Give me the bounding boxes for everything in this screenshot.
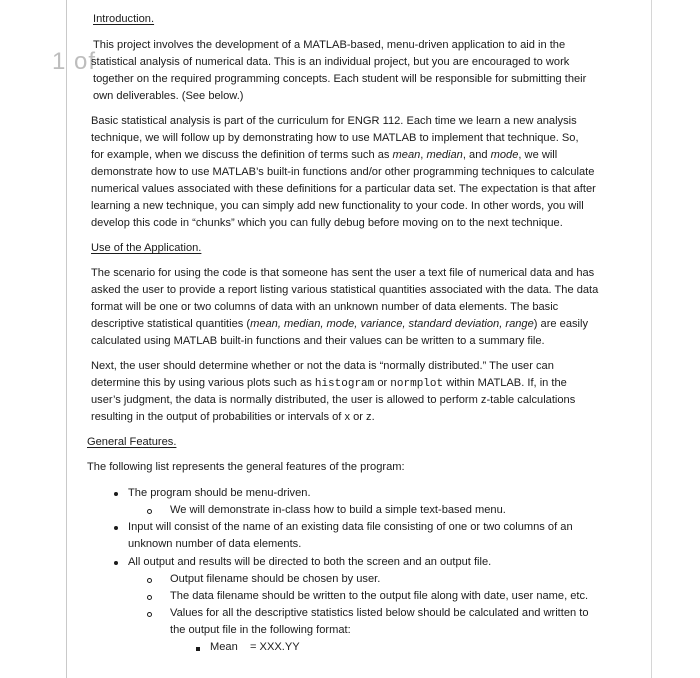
feature-subitem: The data filename should be written to the output file along with date, user name, etc. (170, 590, 589, 602)
use-p2-line: Next, the user should determine whether or not the data is “normally distributed.” The user can (91, 360, 554, 372)
bullet-circle (147, 612, 152, 617)
feature-subitem: We will demonstrate in-class how to build a simple text-based menu. (170, 504, 506, 516)
bullet-circle (147, 578, 152, 583)
feature-subitem: Values for all the descriptive statistics listed below should be calculated and written to (170, 607, 589, 619)
feature-subitem: Output filename should be chosen by user. (170, 573, 381, 585)
intro-p1-line: statistical analysis of numerical data. This is an individual project, but you are encouraged to work (91, 56, 570, 68)
use-p1-line: format will be one or two columns of data with an unknown number of data elements. The basic (91, 301, 559, 313)
use-p1-line: descriptive statistical quantities (mean, median, mode, variance, standard deviation, range) are easily (91, 318, 589, 330)
general-features-heading: General Features. (87, 436, 177, 448)
feature-item: All output and results will be directed to both the screen and an output file. (128, 556, 492, 568)
bullet-square (196, 647, 200, 651)
use-of-application-heading: Use of the Application. (91, 242, 202, 254)
intro-p2-line: Basic statistical analysis is part of the curriculum for ENGR 112. Each time we learn a new analysis (91, 115, 577, 127)
page-number-badge: 1 of (52, 48, 97, 75)
introduction-heading: Introduction. (93, 13, 155, 25)
general-intro: The following list represents the general features of the program: (87, 461, 405, 473)
use-p1-line: asked the user to provide a report listing various statistical quantities associated with the data. The data (91, 284, 599, 296)
term-mode: mode (490, 149, 519, 161)
bullet-dot (114, 492, 118, 496)
term-median: median (426, 149, 463, 161)
format-item-label: Mean (210, 641, 238, 653)
use-p1-line: calculated using MATLAB built-in functions and their values can be written to a summary file. (91, 335, 545, 347)
intro-p1-line: own deliverables. (See below.) (93, 90, 244, 102)
bullet-dot (114, 561, 118, 565)
page-right-edge (651, 0, 652, 678)
stat-terms: mean, median, mode, variance, standard deviation, range (250, 318, 534, 330)
use-p2-line: resulting in the output of probabilities or intervals of x or z. (91, 411, 375, 423)
bullet-dot (114, 526, 118, 530)
use-p2-line: determine this by using various plots such as histogram or normplot within MATLAB. If, in the (91, 377, 567, 390)
feature-item-cont: unknown number of data elements. (128, 538, 302, 550)
bullet-circle (147, 509, 152, 514)
code-normplot: normplot (390, 378, 444, 390)
format-item-value: = XXX.YY (250, 641, 300, 653)
intro-p1-line: This project involves the development of a MATLAB-based, menu-driven application to aid in the (93, 39, 566, 51)
bullet-circle (147, 595, 152, 600)
feature-item: The program should be menu-driven. (128, 487, 311, 499)
term-mean: mean (392, 149, 421, 161)
intro-p2-line: technique, we will follow up by demonstrating how to use MATLAB to implement that technique. So, (91, 132, 579, 144)
feature-item: Input will consist of the name of an existing data file consisting of one or two columns of an (128, 521, 573, 533)
page-left-edge (66, 0, 67, 678)
use-p2-line: user’s judgment, the data is normally distributed, the user is allowed to perform z-table calculations (91, 394, 576, 406)
use-p1-line: The scenario for using the code is that someone has sent the user a text file of numerical data and has (91, 267, 595, 279)
intro-p2-line: demonstrate how to use MATLAB’s built-in functions and/or other programming techniques to calculate (91, 166, 595, 178)
intro-p2-line: learning a new technique, you can simply add new functionality to your code. In other words, you will (91, 200, 584, 212)
intro-p2-line: for example, when we discuss the definition of terms such as mean, median, and mode, we will (91, 149, 558, 161)
intro-p2-line: numerical values associated with these definitions for a particular data set. The expectation is that after (91, 183, 596, 195)
intro-p2-line: develop this code in “chunks” which you can fully debug before moving on to the next technique. (91, 217, 563, 229)
feature-subitem-cont: the output file in the following format: (170, 624, 351, 636)
intro-p1-line: together on the required programming concepts. Each student will be responsible for submitting their (93, 73, 587, 85)
code-histogram: histogram (314, 378, 375, 390)
